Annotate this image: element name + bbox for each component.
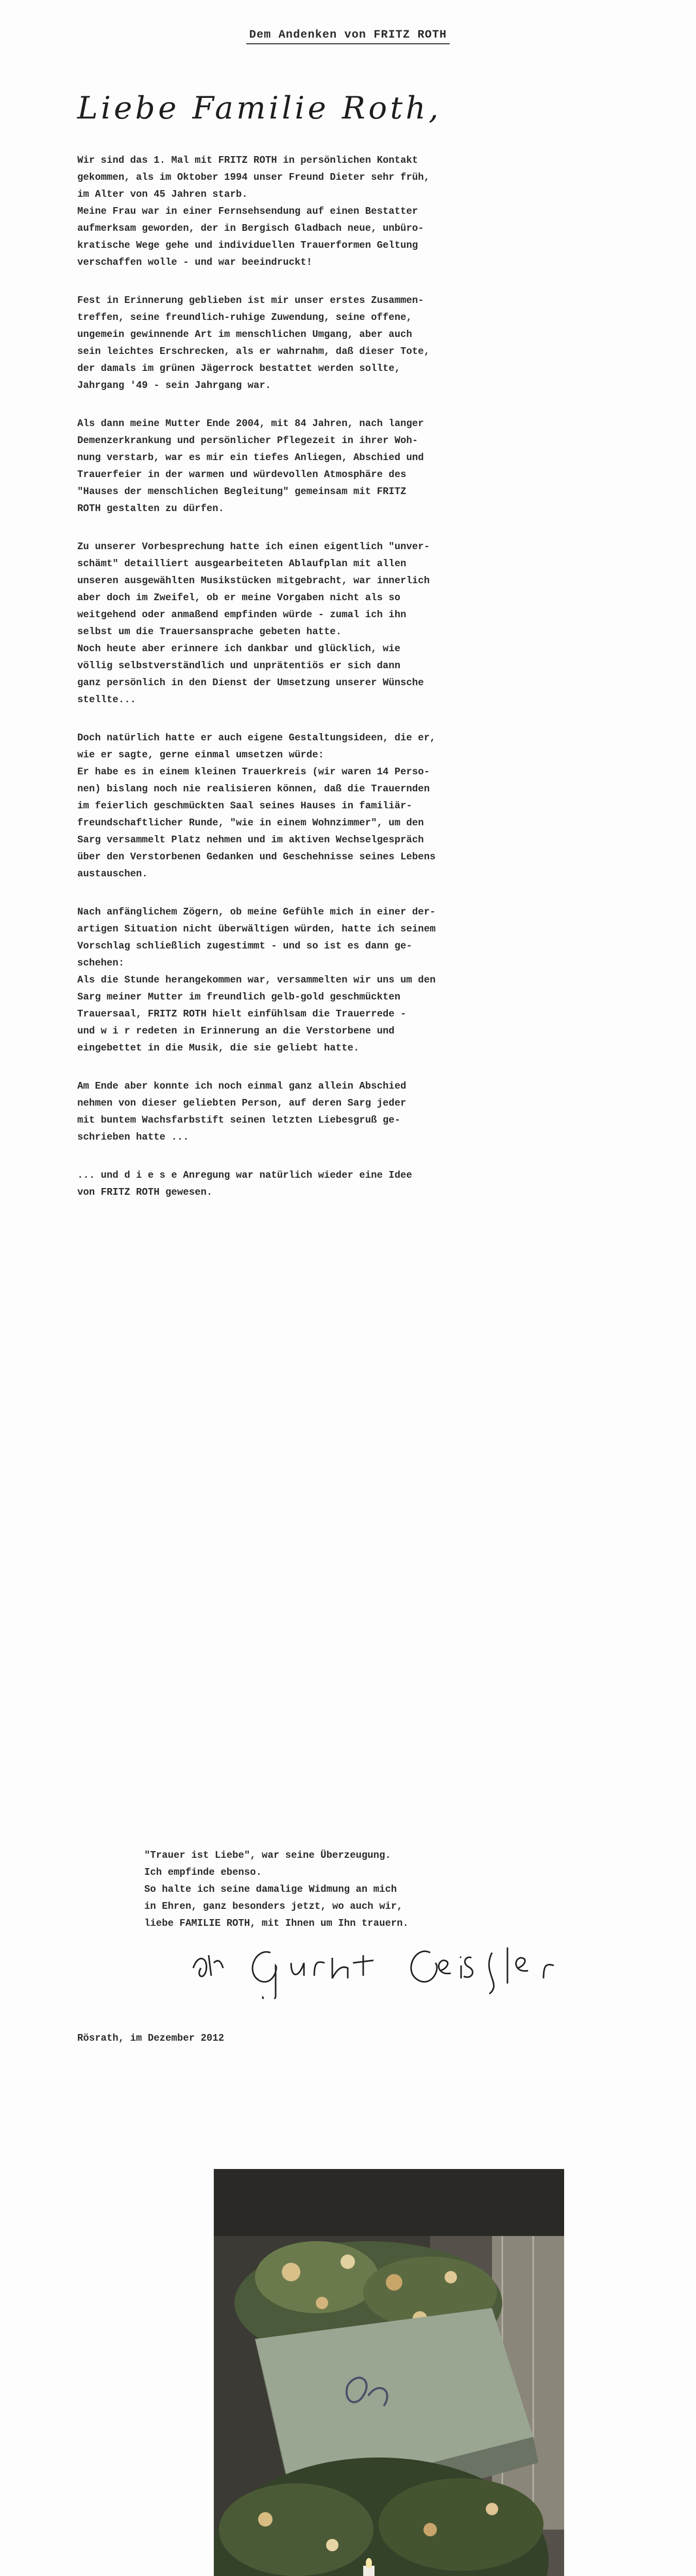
letter-line: ungemein gewinnende Art im menschlichen Umgang, aber auch [77,329,412,340]
letter-line: gekommen, als im Oktober 1994 unser Freund Dieter sehr früh, [77,172,430,183]
letter-line: weitgehend oder anmaßend empfinden würde - zumal ich ihn [77,609,406,620]
letter-line: Meine Frau war in einer Fernsehsendung auf einen Bestatter [77,206,418,217]
letter-line: treffen, seine freundlich-ruhige Zuwendung, seine offene, [77,312,412,323]
letter-line: artigen Situation nicht überwältigen würden, hatte ich seinem [77,923,436,935]
letter-line: Trauerfeier in der warmen und würdevollen Atmosphäre des [77,469,406,480]
letter-paragraph [77,415,670,517]
dedication-heading [0,28,696,41]
dedication-text: Dem Andenken von FRITZ ROTH [246,28,450,44]
closing-quote [144,1847,659,1932]
letter-paragraph [77,538,670,708]
letter-line: nehmen von dieser geliebten Person, auf deren Sarg jeder [77,1097,406,1109]
letter-line: der damals im grünen Jägerrock bestattet werden sollte, [77,363,401,374]
letter-line: nen) bislang noch nie realisieren können, daß die Trauernden [77,783,430,794]
letter-line: Als dann meine Mutter Ende 2004, mit 84 Jahren, nach langer [77,418,424,429]
letter-line: aufmerksam geworden, der in Bergisch Gladbach neue, unbüro- [77,223,424,234]
quote-line: in Ehren, ganz besonders jetzt, wo auch wir, [144,1901,403,1912]
letter-line: unseren ausgewählten Musikstücken mitgebracht, war innerlich [77,575,430,586]
letter-line: von FRITZ ROTH gewesen. [77,1187,213,1198]
letter-line: wie er sagte, gerne einmal umsetzen würde: [77,749,324,760]
letter-paragraph [77,292,670,394]
letter-line: im Alter von 45 Jahren starb. [77,189,248,200]
letter-line: mit buntem Wachsfarbstift seinen letzten Liebesgruß ge- [77,1114,401,1126]
letter-line: schrieben hatte ... [77,1131,189,1143]
letter-paragraph [77,1078,670,1146]
letter-line: stellte... [77,694,137,705]
letter-line: Fest in Erinnerung geblieben ist mir unser erstes Zusammen- [77,295,424,306]
letter-line: Trauersaal, FRITZ ROTH hielt einfühlsam die Trauerrede - [77,1008,406,1020]
letter-paragraph [77,1167,670,1201]
letter-line: Jahrgang '49 - sein Jahrgang war. [77,380,271,391]
letter-line: Doch natürlich hatte er auch eigene Gestaltungsideen, die er, [77,732,436,743]
letter-line: Zu unserer Vorbesprechung hatte ich einen eigentlich "unver- [77,541,430,552]
salutation: Liebe Familie Roth, [77,90,442,126]
letter-line: kratische Wege gehe und individuellen Trauerformen Geltung [77,240,418,251]
quote-line: liebe FAMILIE ROTH, mit Ihnen um Ihn trauern. [144,1918,409,1929]
letter-line: völlig selbstverständlich und unprätentiös er sich dann [77,660,401,671]
letter-line: Am Ende aber konnte ich noch einmal ganz allein Abschied [77,1080,406,1092]
letter-line: Noch heute aber erinnere ich dankbar und glücklich, wie [77,643,401,654]
letter-line: ROTH gestalten zu dürfen. [77,503,225,514]
letter-line: freundschaftlicher Runde, "wie in einem Wohnzimmer", um den [77,817,424,828]
letter-line: Als die Stunde herangekommen war, versammelten wir uns um den [77,974,436,986]
letter-line: Sarg meiner Mutter im freundlich gelb-gold geschmückten [77,991,401,1003]
letter-line: Sarg versammelt Platz nehmen und im aktiven Wechselgespräch [77,834,424,845]
letter-line: Wir sind das 1. Mal mit FRITZ ROTH in persönlichen Kontakt [77,155,418,166]
quote-line: Ich empfinde ebenso. [144,1867,262,1878]
letter-line: schämt" detailliert ausgearbeiteten Ablaufplan mit allen [77,558,406,569]
letter-line: Demenzerkrankung und persönlicher Pflegezeit in ihrer Woh- [77,435,418,446]
letter-paragraph [77,730,670,883]
letter-line: Er habe es in einem kleinen Trauerkreis (wir waren 14 Perso- [77,766,430,777]
letter-line: über den Verstorbenen Gedanken und Geschehnisse seines Lebens [77,851,436,862]
letter-paragraph [77,152,670,271]
letter-line: Nach anfänglichem Zögern, ob meine Gefühle mich in einer der- [77,906,436,918]
letter-line: eingebettet in die Musik, die sie geliebt hatte. [77,1042,360,1054]
letter-line: Vorschlag schließlich zugestimmt - und so ist es dann ge- [77,940,412,952]
letter-line: aber doch im Zweifel, ob er meine Vorgaben nicht als so [77,592,401,603]
letter-line: ganz persönlich in den Dienst der Umsetzung unserer Wünsche [77,677,424,688]
letter-line: nung verstarb, war es mir ein tiefes Anliegen, Abschied und [77,452,424,463]
letter-body [77,152,670,1222]
letter-line: und w i r redeten in Erinnerung an die Verstorbene und [77,1025,395,1037]
coffin-photo [214,2169,564,2576]
place-date: Rösrath, im Dezember 2012 [77,2032,225,2044]
letter-line: sein leichtes Erschrecken, als er wahrnahm, daß dieser Tote, [77,346,430,357]
letter-line: "Hauses der menschlichen Begleitung" gemeinsam mit FRITZ [77,486,406,497]
letter-line: ... und d i e s e Anregung war natürlich wieder eine Idee [77,1170,412,1181]
quote-line: "Trauer ist Liebe", war seine Überzeugung. [144,1850,391,1861]
letter-paragraph [77,904,670,1057]
letter-line: schehen: [77,957,125,969]
letter-line: selbst um die Trauersansprache gebeten hatte. [77,626,342,637]
letter-line: austauschen. [77,868,148,879]
handwritten-signature [188,1932,580,1999]
quote-line: So halte ich seine damalige Widmung an mich [144,1884,397,1895]
letter-line: verschaffen wolle - und war beeindruckt! [77,257,313,268]
letter-line: im feierlich geschmückten Saal seines Hauses in familiär- [77,800,412,811]
